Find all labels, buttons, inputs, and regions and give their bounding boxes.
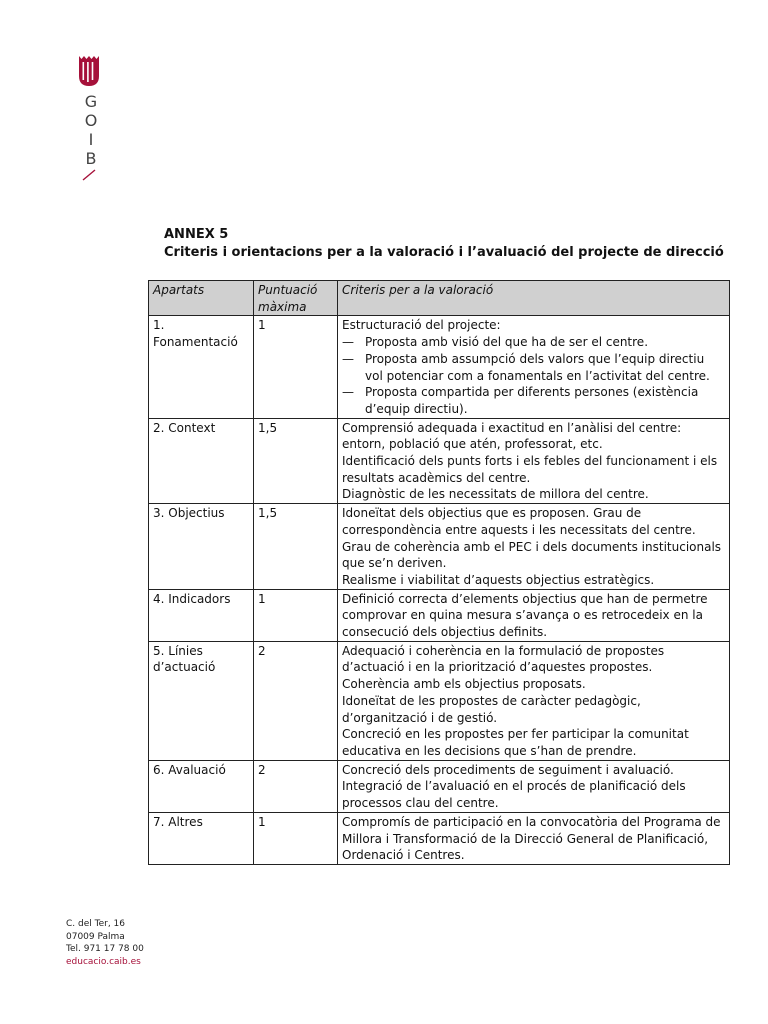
cell-apartat: 5. Línies d’actuació [149, 641, 254, 760]
criteria-line: Realisme i viabilitat d’aquests objectius estratègics. [342, 572, 655, 587]
table-row [149, 760, 730, 812]
logo-letter: I [88, 130, 94, 149]
goib-emblem-icon [78, 56, 100, 86]
table-row [149, 641, 730, 760]
logo-letter: B [85, 149, 97, 168]
table-row [149, 316, 730, 418]
logo-slash-icon [82, 169, 96, 181]
footer-website-link[interactable]: educacio.caib.es [66, 956, 141, 967]
criteria-line: Diagnòstic de les necessitats de millora del centre. [342, 487, 649, 502]
cell-criteris [338, 589, 730, 641]
criteria-line: Grau de coherència amb el PEC i dels documents institucionals que se’n deriven. [342, 539, 722, 571]
header-puntuacio: Puntuació màxima [254, 281, 338, 316]
criteria-line: Coherència amb els objectius proposats. [342, 677, 586, 692]
footer-city: 07009 Palma [66, 931, 125, 942]
cell-criteris [338, 418, 730, 504]
cell-apartat: 1. Fonamentació [149, 316, 254, 418]
footer-address [66, 918, 144, 968]
criteria-line: Identificació dels punts forts i els febles del funcionament i els resultats acadèmics del centre. [342, 454, 718, 485]
cell-punts: 1,5 [254, 504, 338, 590]
table-row [149, 418, 730, 504]
cell-punts: 2 [254, 641, 338, 760]
cell-apartat: 6. Avaluació [149, 760, 254, 812]
cell-criteris [338, 316, 730, 418]
cell-apartat: 2. Context [149, 418, 254, 504]
cell-punts: 1 [254, 589, 338, 641]
table-row [149, 589, 730, 641]
cell-criteris [338, 641, 730, 760]
cell-apartat: 3. Objectius [149, 504, 254, 590]
criteria-line: Adequació i coherència en la formulació de propostes d’actuació i en la priorització d’aquestes propostes. [342, 643, 665, 675]
criteria-line: Estructuració del projecte: [342, 318, 501, 333]
criteria-line: Compromís de participació en la convocatòria del Programa de Millora i Transformació de la Direcció General de Planificació, Ordenació i Centres. [342, 814, 721, 863]
criteria-line: Comprensió adequada i exactitud en l’anàlisi del centre: entorn, població que atén, professorat, etc. [342, 420, 682, 452]
criteria-bullet: — Proposta amb visió del que ha de ser el centre. [342, 334, 725, 351]
goib-logo [78, 56, 104, 181]
table-row [149, 812, 730, 864]
criteria-table [148, 280, 730, 865]
header-apartats: Apartats [149, 281, 254, 316]
criteria-bullet: — Proposta compartida per diferents persones (existència d’equip directiu). [342, 384, 725, 417]
criteria-line: Idoneïtat dels objectius que es proposen. Grau de correspondència entre aquests i les necessitats del centre. [342, 506, 696, 537]
criteria-bullet: — Proposta amb assumpció dels valors que l’equip directiu vol potenciar com a fonamentals en l’activitat del centre. [342, 351, 725, 384]
criteria-line: Concreció dels procediments de seguiment i avaluació. [342, 762, 674, 777]
document-title: Criteris i orientacions per a la valoració i l’avaluació del projecte de direcció [164, 245, 724, 260]
logo-letter: O [84, 111, 98, 130]
cell-apartat: 7. Altres [149, 812, 254, 864]
criteria-line: Concreció en les propostes per fer participar la comunitat educativa en les decisions que s’han de prendre. [342, 727, 689, 758]
cell-punts: 1,5 [254, 418, 338, 504]
footer-street: C. del Ter, 16 [66, 919, 125, 929]
cell-criteris [338, 504, 730, 590]
annex-heading [164, 226, 724, 262]
criteria-line: Definició correcta d’elements objectius que han de permetre comprovar en quina mesura s’avança o es retrocedeix en la consecució dels objectius definits. [342, 591, 708, 640]
cell-punts: 2 [254, 760, 338, 812]
table-row [149, 504, 730, 590]
header-criteris: Criteris per a la valoració [338, 281, 730, 316]
cell-criteris [338, 760, 730, 812]
cell-criteris [338, 812, 730, 864]
logo-letters [78, 92, 104, 168]
logo-letter: G [84, 92, 98, 111]
annex-number: ANNEX 5 [164, 227, 229, 242]
cell-apartat: 4. Indicadors [149, 589, 254, 641]
cell-punts: 1 [254, 812, 338, 864]
criteria-line: Idoneïtat de les propostes de caràcter pedagògic, d’organització i de gestió. [342, 693, 641, 725]
criteria-line: Integració de l’avaluació en el procés de planificació dels processos clau del centre. [342, 779, 686, 811]
footer-phone: Tel. 971 17 78 00 [66, 944, 144, 954]
table-header-row [149, 281, 730, 316]
cell-punts: 1 [254, 316, 338, 418]
